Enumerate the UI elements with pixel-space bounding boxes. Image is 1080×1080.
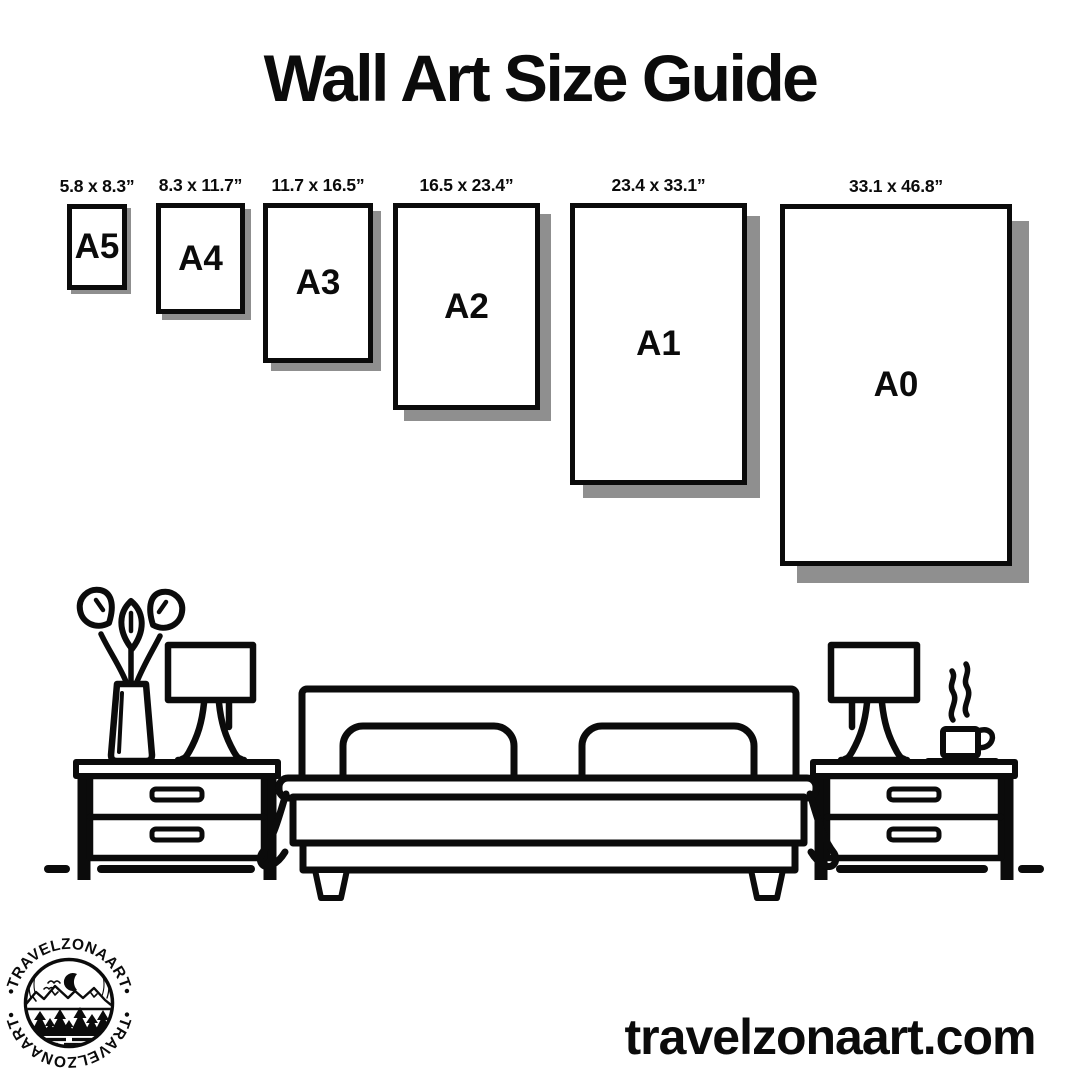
table-lamp-left-icon — [168, 645, 253, 760]
size-dimensions-label-a2: 16.5 x 23.4” — [419, 175, 514, 195]
size-code-label: A2 — [444, 286, 489, 326]
nightstand-left — [76, 762, 278, 880]
size-code-label: A3 — [295, 263, 341, 302]
size-code-label: A1 — [636, 324, 681, 363]
size-dimensions-label-a1: 23.4 x 33.1” — [611, 175, 706, 195]
coffee-cup-icon — [928, 664, 996, 761]
website-url: travelzonaart.com — [624, 1009, 1036, 1065]
brand-logo-badge — [2, 936, 136, 1070]
page-title: Wall Art Size Guide — [263, 41, 817, 115]
nightstand-right — [813, 762, 1015, 880]
size-dimensions-label-a0: 33.1 x 46.8” — [849, 176, 943, 196]
leaf-right — [150, 592, 182, 628]
size-code-label: A0 — [873, 365, 919, 404]
size-dimensions-label-a5: 5.8 x 8.3” — [59, 176, 135, 196]
table-lamp-right-icon — [831, 645, 917, 760]
steam-icon — [951, 671, 954, 720]
leaf-left — [80, 590, 112, 626]
bed-leg-right — [751, 870, 783, 898]
size-dimensions-label-a3: 11.7 x 16.5” — [271, 175, 365, 195]
bed-base — [303, 843, 795, 870]
duvet-front — [293, 797, 804, 843]
lamp-shade — [168, 645, 253, 700]
bed — [260, 689, 835, 898]
steam-icon — [965, 664, 968, 715]
logo-ring-text-top: •TRAVELZONAART• — [2, 936, 136, 996]
size-code-label: A4 — [178, 238, 223, 278]
size-code-label: A5 — [74, 227, 120, 266]
logo-ring-text-bottom: •TRAVELZONAART• — [2, 1010, 136, 1070]
lamp-shade — [831, 645, 917, 700]
size-dimensions-label-a4: 8.3 x 11.7” — [158, 175, 243, 195]
bed-leg-left — [315, 870, 347, 898]
